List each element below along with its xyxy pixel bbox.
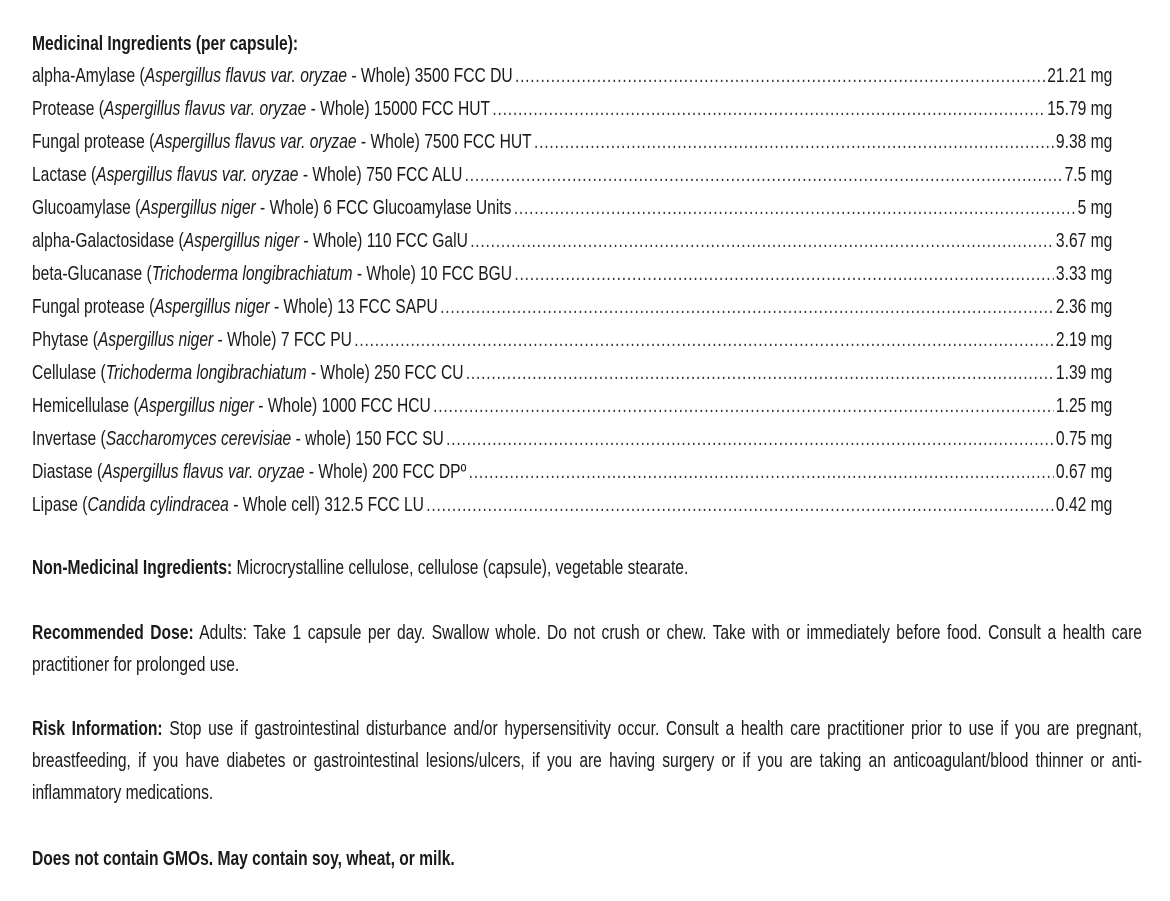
ingredient-amount: 3.67 mg [1055, 230, 1113, 252]
dot-leader [440, 291, 1053, 324]
ingredient-source-organism: Aspergillus niger [154, 296, 270, 318]
ingredient-row [32, 390, 1112, 423]
ingredient-amount: 7.5 mg [1064, 164, 1113, 186]
dot-leader [446, 423, 1053, 456]
dot-leader [515, 60, 1045, 93]
ingredient-name [32, 390, 431, 423]
medicinal-ingredients-heading: Medicinal Ingredients (per capsule): [32, 33, 299, 55]
ingredient-row [32, 60, 1112, 93]
ingredient-name-prefix: Invertase ( [32, 428, 106, 450]
ingredient-name-prefix: Lipase ( [32, 494, 88, 516]
dot-leader [514, 192, 1075, 225]
ingredient-row [32, 159, 1112, 192]
ingredient-name [32, 126, 532, 159]
recommended-dose-paragraph [32, 617, 1142, 681]
ingredient-name [32, 93, 490, 126]
ingredient-source-organism: Aspergillus flavus var. oryzae [154, 131, 357, 153]
ingredient-amount: 21.21 mg [1047, 65, 1113, 87]
ingredient-name [32, 159, 462, 192]
ingredient-name-prefix: Protease ( [32, 98, 104, 120]
ingredient-name-suffix: - Whole) 15000 FCC HUT [306, 98, 491, 120]
ingredient-row [32, 93, 1112, 126]
risk-information-paragraph [32, 713, 1142, 809]
ingredient-name-prefix: Fungal protease ( [32, 131, 155, 153]
ingredient-amount: 0.67 mg [1055, 461, 1113, 483]
ingredient-name [32, 192, 511, 225]
recommended-dose-label: Recommended Dose: [32, 622, 194, 644]
ingredient-name-prefix: Lactase ( [32, 164, 97, 186]
ingredient-name-prefix: beta-Glucanase ( [32, 263, 152, 285]
ingredient-name-suffix: - Whole) 750 FCC ALU [298, 164, 463, 186]
ingredient-source-organism: Aspergillus flavus var. oryzae [96, 164, 299, 186]
allergen-statement [32, 843, 1142, 875]
ingredient-source-organism: Aspergillus niger [97, 329, 214, 351]
ingredient-amount: 9.38 mg [1055, 131, 1113, 153]
ingredient-name-suffix: - Whole) 1000 FCC HCU [253, 395, 431, 417]
dot-leader [354, 324, 1053, 357]
ingredient-name-suffix: - Whole) 7 FCC PU [213, 329, 352, 351]
ingredient-source-organism: Trichoderma longibrachiatum [151, 263, 353, 285]
ingredient-name-prefix: Hemicellulase ( [32, 395, 139, 417]
ingredient-row [32, 225, 1112, 258]
ingredient-name [32, 324, 352, 357]
ingredient-name-suffix: - Whole) 3500 FCC DU [347, 65, 513, 87]
ingredient-source-organism: Aspergillus flavus var. oryzae [144, 65, 348, 87]
allergen-statement-text: Does not contain GMOs. May contain soy, wheat, or milk. [32, 848, 455, 870]
ingredient-name-suffix: - Whole cell) 312.5 FCC LU [228, 494, 424, 516]
ingredient-name-prefix: Diastase ( [32, 461, 103, 483]
ingredient-source-organism: Aspergillus niger [138, 395, 254, 417]
ingredient-name [32, 357, 463, 390]
non-medicinal-paragraph [32, 552, 1142, 584]
medicinal-ingredients-section [32, 28, 1140, 522]
dot-leader [465, 159, 1063, 192]
recommended-dose-text: Adults: Take 1 capsule per day. Swallow whole. Do not crush or chew. Take with or immediately before food. Consult a health care practitioner for prolonged use. [32, 622, 1142, 676]
dot-leader [470, 225, 1053, 258]
ingredient-name-suffix: - Whole) 13 FCC SAPU [269, 296, 438, 318]
ingredient-amount: 2.36 mg [1055, 296, 1113, 318]
dot-leader [466, 357, 1054, 390]
ingredient-row [32, 357, 1112, 390]
ingredient-name-suffix: - Whole) 7500 FCC HUT [356, 131, 532, 153]
ingredient-amount: 5 mg [1077, 197, 1113, 219]
ingredient-name [32, 456, 466, 489]
ingredient-source-organism: Saccharomyces cerevisiae [105, 428, 292, 450]
dot-leader [433, 390, 1053, 423]
ingredient-amount: 2.19 mg [1055, 329, 1113, 351]
ingredient-source-organism: Trichoderma longibrachiatum [105, 362, 307, 384]
risk-information-label: Risk Information: [32, 718, 163, 740]
ingredient-amount: 0.75 mg [1055, 428, 1113, 450]
non-medicinal-text: Microcrystalline cellulose, cellulose (capsule), vegetable stearate. [232, 557, 689, 579]
dot-leader [426, 489, 1053, 522]
ingredient-name [32, 225, 468, 258]
ingredient-row [32, 489, 1112, 522]
ingredient-name-prefix: Fungal protease ( [32, 296, 155, 318]
ingredient-name [32, 60, 513, 93]
ingredient-source-organism: Aspergillus niger [183, 230, 300, 252]
ingredient-name-suffix: - Whole) 10 FCC BGU [352, 263, 513, 285]
ingredient-name-suffix: - Whole) 250 FCC CU [306, 362, 464, 384]
dot-leader [469, 456, 1054, 489]
ingredient-source-organism: Aspergillus flavus var. oryzae [103, 98, 307, 120]
ingredient-amount: 3.33 mg [1055, 263, 1113, 285]
ingredient-amount: 15.79 mg [1047, 98, 1113, 120]
ingredient-source-organism: Aspergillus niger [140, 197, 256, 219]
ingredient-name [32, 291, 438, 324]
ingredient-name-suffix: - whole) 150 FCC SU [291, 428, 444, 450]
non-medicinal-label: Non-Medicinal Ingredients: [32, 557, 233, 579]
ingredient-name [32, 258, 512, 291]
ingredient-row [32, 258, 1112, 291]
ingredient-name-suffix: - Whole) 110 FCC GalU [299, 230, 468, 252]
dot-leader [534, 126, 1054, 159]
ingredient-row [32, 291, 1112, 324]
ingredient-amount: 0.42 mg [1055, 494, 1113, 516]
ingredient-name-suffix: - Whole) 6 FCC Glucoamylase Units [255, 197, 512, 219]
ingredient-source-organism: Candida cylindracea [87, 494, 229, 516]
ingredient-name-suffix: - Whole) 200 FCC DPº [304, 461, 467, 483]
ingredient-row [32, 192, 1112, 225]
ingredient-source-organism: Aspergillus flavus var. oryzae [102, 461, 305, 483]
ingredient-row [32, 423, 1112, 456]
ingredient-list [32, 60, 1140, 522]
ingredient-name [32, 423, 444, 456]
ingredient-row [32, 324, 1112, 357]
ingredient-name-prefix: alpha-Galactosidase ( [32, 230, 184, 252]
ingredient-amount: 1.39 mg [1055, 362, 1113, 384]
ingredient-name [32, 489, 424, 522]
ingredient-name-prefix: Phytase ( [32, 329, 98, 351]
dot-leader [492, 93, 1045, 126]
ingredient-name-prefix: alpha-Amylase ( [32, 65, 145, 87]
ingredient-row [32, 456, 1112, 489]
ingredient-name-prefix: Cellulase ( [32, 362, 106, 384]
risk-information-text: Stop use if gastrointestinal disturbance and/or hypersensitivity occur. Consult a health care practitioner prior to use if you are pregnant, breastfeeding, if you have diabetes or gastrointestinal lesions/ulcers, if you are having surgery or if you are taking an anticoagulant/blood thinner or anti-inflammatory medications. [32, 718, 1142, 804]
ingredient-name-prefix: Glucoamylase ( [32, 197, 141, 219]
ingredient-row [32, 126, 1112, 159]
dot-leader [514, 258, 1053, 291]
ingredient-amount: 1.25 mg [1055, 395, 1113, 417]
